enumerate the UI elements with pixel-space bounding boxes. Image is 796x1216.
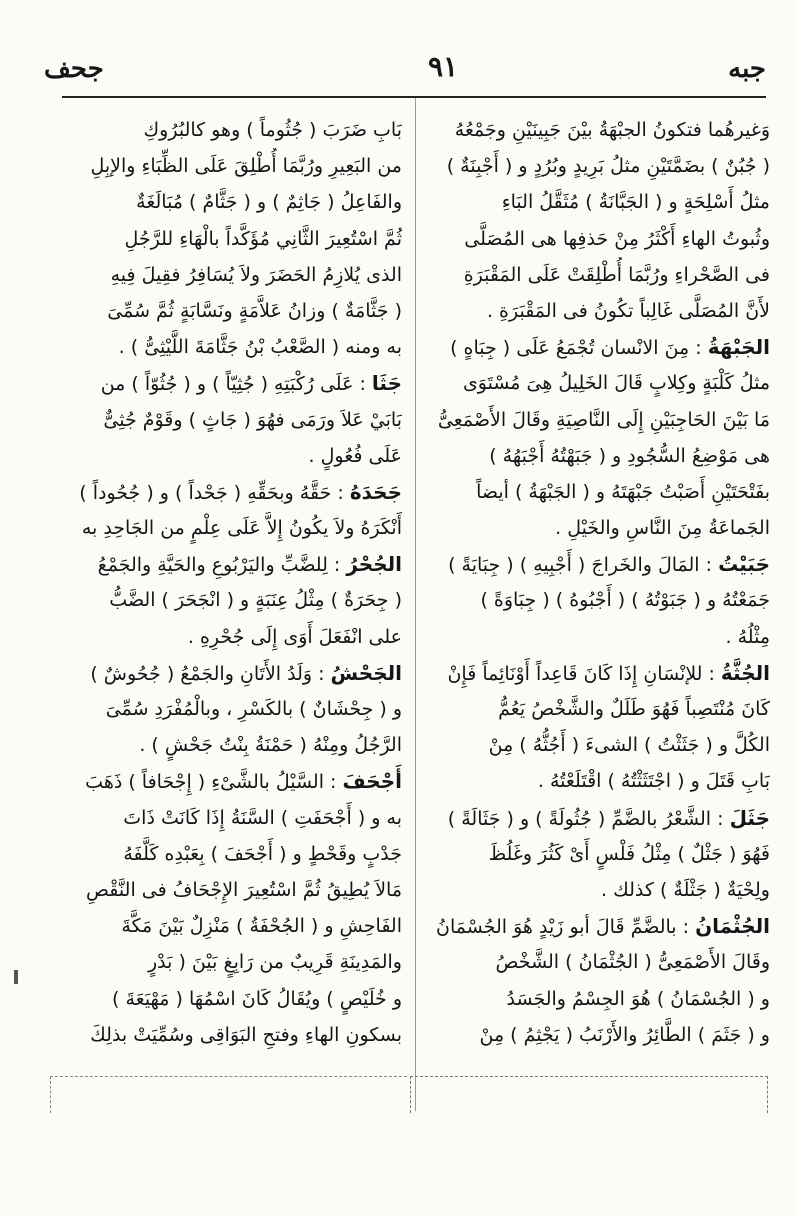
text-line <box>42 257 402 293</box>
text-line <box>425 582 770 618</box>
text-line <box>42 619 402 655</box>
text-line <box>425 112 770 148</box>
entry-text: و ( الجُسْمَانُ ) هُوَ الجِسْمُ والجَسَدُ <box>506 987 770 1010</box>
text-line <box>42 293 402 329</box>
margin-mark <box>14 970 18 984</box>
entry-text: بَابِ قَتَلَ و ( اجْتَثَثْتُهُ ) اقْتَلَعْتُهُ . <box>537 770 770 793</box>
entry-text: كَانَ مُنْتَصِباً فَهُوَ طَلَلٌ والشَّخْصُ يَعُمُّ <box>498 698 770 720</box>
entry-text: و خُلَيْصٍ ) ويُقَالُ كَانَ اسْمُهَا ( مَهْيَعَةَ ) <box>112 987 402 1010</box>
text-line <box>42 836 402 872</box>
entry-headword: الجُثْمَانُ <box>695 914 770 939</box>
entry-text: بَابَيْ عَلاَ ورَمَى فهُوَ ( جَاثٍ ) وقَوْمٌ جُثِىٌّ <box>103 408 402 431</box>
entry-text: بسكونِ الهاءِ وفتحِ البَوَاقِى وسُمِّيَتْ بذلِكَ <box>90 1023 402 1046</box>
entry-text: ولِحْيَةٌ ( جَثْلَةٌ ) كذلك . <box>601 878 770 901</box>
page-number: ٩١ <box>427 50 459 83</box>
text-line <box>42 148 402 184</box>
entry-text: ( جَثَّامَةٌ ) وزانُ عَلاَّمَةٍ ونَسَّابَةٍ ثُمَّ سُمِّىَ <box>107 299 402 322</box>
entry-text: مثلُ أَسْلِحَةٍ و ( الجَبَّانَةُ ) مُثَقَّلُ البَاءِ <box>501 191 770 214</box>
entry-text: الذى يُلازِمُ الحَضَرَ ولاَ يُسَافِرُ فقِيلَ فِيهِ <box>110 263 402 286</box>
left-column <box>42 112 402 1053</box>
entry-text: ثُمَّ اسْتُعِيرَ الثَّانِي مُؤَكَّداً بالْهَاءِ للرَّجُلِ <box>124 227 402 250</box>
text-line <box>42 981 402 1017</box>
entry-text: و ( جَثَمَ ) الطَّائِرُ والأَرْنَبُ ( يَجْثِمُ ) مِنْ <box>479 1023 770 1046</box>
text-line <box>42 872 402 908</box>
entry-text: هى مَوْضِعُ السُّجُودِ و ( جَبَهْتُهُ أَجْبَهُهُ ) <box>489 444 770 467</box>
entry-text: بَابِ ضَرَبَ ( جُثُوماً ) وهو كالبُرُوكِ <box>143 119 402 141</box>
text-line <box>425 329 770 365</box>
text-line <box>42 546 402 582</box>
entry-text: : لِلضَّبِّ واليَرْبُوعِ والحَيَّةِ والجَمْعُ <box>97 554 347 577</box>
text-line <box>425 402 770 438</box>
text-line <box>425 619 770 655</box>
text-line <box>42 221 402 257</box>
text-line <box>42 582 402 618</box>
entry-headword: جَحَدَهُ <box>349 479 402 504</box>
text-line <box>42 691 402 727</box>
text-line <box>425 257 770 293</box>
entry-text: به و ( أَجْحَفَتِ ) السَّنَةُ إِذَا كَانَتْ ذَاتَ <box>123 806 402 829</box>
entry-headword: جَبَيْتُ <box>718 552 770 577</box>
entry-text: مثلُ كَلْبَةٍ وكِلابٍ قَالَ الخَلِيلُ هِىَ مُسْتَوَى <box>462 372 770 395</box>
entry-text: الفَاحِشِ و ( الجُحْفَةُ ) مَنْزِلٌ بَيْنَ مَكَّةَ <box>121 915 402 938</box>
pasted-strip-right <box>410 1076 768 1113</box>
text-line <box>42 727 402 763</box>
text-line <box>425 872 770 908</box>
text-line <box>425 148 770 184</box>
text-line <box>425 981 770 1017</box>
entry-text: به ومنه ( الصَّعْبُ بْنُ جَثَّامَةَ اللَّيْثِىُّ ) . <box>118 336 402 359</box>
entry-headword: الجُحْرُ <box>346 552 402 577</box>
entry-text: وثُبوتُ الهاءِ أَكْثَرُ مِنْ حَذفِها هى المُصَلَّى <box>464 227 770 250</box>
entry-text: من البَعِيرِ ورُبَّمَا أُطْلِقَ عَلَى الظِّبَاءِ والإبِلِ <box>90 155 402 178</box>
entry-text: : وَلَدُ الأَتَانِ والجَمْعُ ( جُحُوشٌ ) <box>90 662 331 685</box>
column-divider <box>415 98 416 1111</box>
text-line <box>42 438 402 474</box>
entry-text: والفَاعِلُ ( جَاثِمٌ ) و ( جَثَّامٌ ) مُبَالَغَةٌ <box>136 191 402 214</box>
entry-headword: جَثَا <box>371 371 402 396</box>
entry-text: أَنْكَرَهُ ولاَ يكُونُ إِلاَّ عَلَى عِلْمٍ من الجَاحِدِ به <box>81 517 402 540</box>
entry-text: : مِنَ الانْسان تُجْمَعُ عَلَى ( جِبَاهٍ ) <box>450 337 708 360</box>
entry-headword: الجُثَّةُ <box>720 660 770 685</box>
entry-text: : المَالَ والخَراجَ ( أَجْبِيهِ ) ( جِبَايَةً ) <box>448 554 719 577</box>
entry-text: فى الصَّحْراءِ ورُبَّمَا أُطْلِقَتْ عَلَى المَقْبَرَةِ <box>463 263 770 286</box>
text-line <box>42 474 402 510</box>
entry-text: : السَّيْلُ بالشَّىْءِ ( إِجْحَافاً ) ذَهَبَ <box>85 771 343 794</box>
text-line <box>425 655 770 691</box>
entry-text: عَلَى فُعُولٍ . <box>308 444 402 467</box>
entry-text: وَغيرهُما فتكونُ الجبْهَةُ بيْنَ جَبِينَيْنِ وجَمْعُهُ <box>454 119 770 141</box>
entry-text: جَدْبٍ وقَحْطٍ و ( أَجْحَفَ ) بِعَبْدِه كَلَّفَهُ <box>123 842 402 865</box>
entry-text: ( جُبُنٌ ) بضَمَّتَيْنِ مثلُ بَرِيدٍ وبُرُدٍ و ( أَجْبِنَةٌ ) <box>446 155 770 178</box>
entry-text: : للإنْسَانِ إِذَا كَانَ قَاعِداً أَوْنَائِماً فَإِنْ <box>447 662 721 685</box>
text-line <box>425 727 770 763</box>
text-line <box>42 510 402 546</box>
text-line <box>42 655 402 691</box>
text-line <box>425 908 770 944</box>
entry-text: فَهُوَ ( جَثْلٌ ) مِثْلُ فَلْسٍ أَىْ كَثُرَ وغَلُظَ <box>488 842 770 865</box>
text-line <box>425 944 770 980</box>
text-line <box>425 438 770 474</box>
entry-text: الكُلَّ و ( جَثَثْتُ ) الشىءَ ( أَجُثُّهُ ) مِنْ <box>488 734 770 757</box>
text-line <box>42 329 402 365</box>
entry-text: مَا بَيْنَ الحَاجِبَيْنِ إِلَى النَّاصِيَةِ وقَالَ الأَصْمَعِىُّ <box>437 408 770 431</box>
entry-headword: الجَبْهَةُ <box>707 335 770 360</box>
text-line <box>42 365 402 401</box>
entry-text: مَالاَ يُطِيقُ ثُمَّ اسْتُعِيرَ الإِجْحَافُ فى النَّقْصِ <box>86 878 402 901</box>
entry-headword: أَجْحَفَ <box>342 769 402 794</box>
entry-text: : عَلَى رُكْبَتِهِ ( جُثِيّاً ) و ( جُثُوّاً ) من <box>100 373 372 396</box>
entry-text: جَمَعْتُهُ و ( جَبَوْتُهُ ) ( أَجْبُوهُ ) ( جِبَاوَةً ) <box>480 589 770 612</box>
text-line <box>425 763 770 799</box>
header-last-entry: جحف <box>44 54 104 84</box>
text-line <box>42 763 402 799</box>
text-line <box>425 691 770 727</box>
text-line <box>425 836 770 872</box>
text-line <box>42 908 402 944</box>
entry-text: ( جِحَرَةٌ ) مِثْلُ عِنَبَةٍ و ( انْجَحَرَ ) الضَّبُّ <box>109 589 402 612</box>
text-line <box>425 800 770 836</box>
header-first-entry: جبه <box>728 54 766 84</box>
text-line <box>425 474 770 510</box>
entry-text: على انْفَعَلَ أَوَى إِلَى جُحْرِهِ . <box>187 625 402 648</box>
entry-text: : بالضَّمِّ قَالَ أبو زَيْدٍ هُوَ الجُسْمَانُ <box>436 916 696 939</box>
entry-text: بفَتْحَتَيْنِ أَصَبْتُ جَبْهَتَهُ و ( الجَبْهَةُ ) أيضاً <box>476 480 770 503</box>
entry-text: والمَدِينَةِ قَرِيبٌ من رَابِغٍ بَيْنَ ( بَدْرٍ <box>148 951 402 974</box>
text-line <box>425 365 770 401</box>
pasted-strip-left <box>50 1076 407 1113</box>
entry-text: وقَالَ الأَصْمَعِىُّ ( الجُثْمَانُ ) الشَّخْصُ <box>495 951 770 974</box>
text-line <box>425 546 770 582</box>
text-line <box>425 293 770 329</box>
text-line <box>42 112 402 148</box>
text-line <box>42 1017 402 1053</box>
entry-text: الرَّجُلُ ومِنْهُ ( حَمْنَةُ بِنْتُ جَحْشٍ ) . <box>139 734 402 757</box>
entry-text: الجَماعَةُ مِنَ النَّاسِ والخَيْلِ . <box>555 517 770 540</box>
entry-text: : حَقَّهُ وبحَقِّهِ ( جَحْداً ) و ( جُحُوداً ) <box>79 481 350 504</box>
text-line <box>425 510 770 546</box>
entry-headword: الجَحْشُ <box>330 660 402 685</box>
text-line <box>42 402 402 438</box>
text-line <box>425 184 770 220</box>
header-rule <box>62 96 766 98</box>
entry-headword: جَثَلَ <box>729 805 770 830</box>
entry-text: لأَنَّ المُصَلَّى غَالِباً تكُونُ فى المَقْبَرَةِ . <box>486 299 770 322</box>
text-line <box>42 184 402 220</box>
page-header <box>40 50 766 94</box>
text-line <box>42 800 402 836</box>
right-column <box>425 112 770 1053</box>
text-line <box>425 221 770 257</box>
text-line <box>42 944 402 980</box>
entry-text: : الشَّعْرُ بالضَّمِّ ( جُثُولَةً ) و ( جَثَالَةً ) <box>447 807 730 830</box>
entry-text: مِثْلُهُ . <box>725 625 770 648</box>
entry-text: و ( جِحْشَانٌ ) بالكَسْرِ ، وبالْمُفْرَدِ سُمِّىَ <box>105 698 402 720</box>
text-line <box>425 1017 770 1053</box>
